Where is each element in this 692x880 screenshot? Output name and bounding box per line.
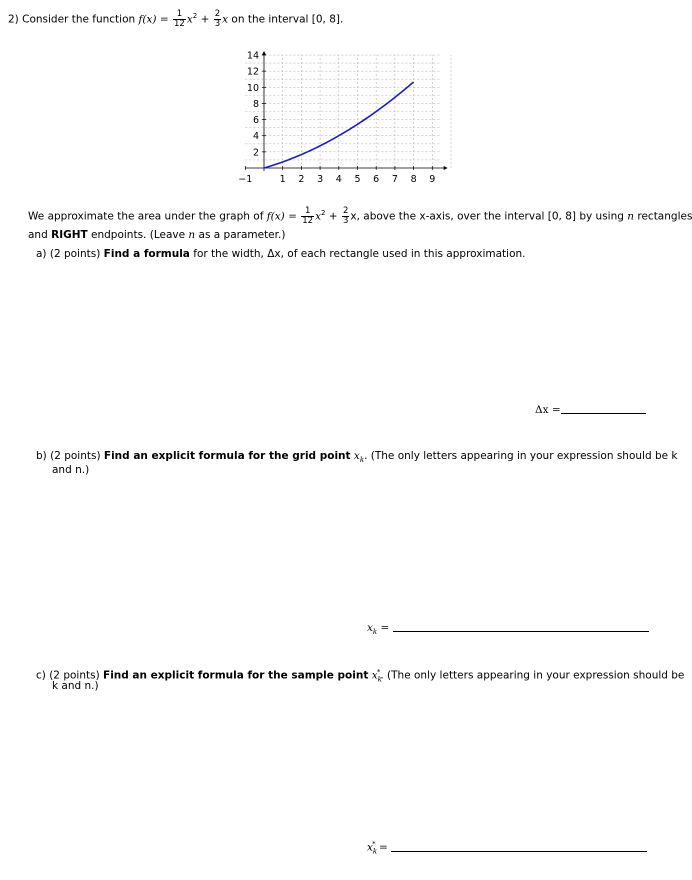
problem-statement: 2) Consider the function f(x) = $\frac{1}{12}$ $x^2$ + $\frac{2}{3}$ x on the interval [0, 8]. bbox=[8, 9, 344, 29]
x-tick-label: 4 bbox=[335, 174, 342, 185]
part-b-answer: $x_k$ = bbox=[367, 622, 649, 639]
x-tick-label: 1 bbox=[279, 174, 286, 185]
part-c-answer: $x_k^*$ = bbox=[367, 838, 647, 859]
interval-text: on the interval [0, 8]. bbox=[231, 13, 344, 26]
part-a-question: a) (2 points) Find a formula for the width, Δx, of each rectangle used in this approximation. bbox=[36, 248, 526, 260]
x-tick-label: 6 bbox=[373, 174, 380, 185]
part-b-question: b) (2 points) Find an explicit formula for the grid point $x_k$. (The only letters appearing in your expression should be k bbox=[36, 450, 678, 465]
y-tick-label: 10 bbox=[246, 82, 259, 94]
x-tick-label: 9 bbox=[429, 174, 436, 185]
y-axis-arrow bbox=[262, 51, 266, 55]
y-tick-label: 12 bbox=[246, 66, 259, 78]
x-tick-label: 5 bbox=[354, 174, 361, 185]
x-axis-arrow bbox=[444, 166, 448, 170]
fraction-one-twelfth: $\frac{1}{12}$ bbox=[174, 9, 185, 29]
part-b-answer-line[interactable] bbox=[393, 630, 649, 632]
area-intro: We approximate the area under the graph of f(x) = $\frac{1}{12}$ $x^2$ + $\frac{2}{3}$ x, above the x-axis, over the interval [0, 8] by using n rectangles bbox=[28, 206, 692, 226]
problem-intro: Consider the function bbox=[22, 13, 136, 26]
x-tick-label: 3 bbox=[317, 174, 324, 185]
y-tick-label: 6 bbox=[252, 115, 259, 127]
part-c-question-line2: k and n.) bbox=[52, 680, 99, 692]
part-a-answer-line[interactable] bbox=[561, 412, 646, 414]
problem-number: 2) bbox=[8, 13, 19, 26]
fraction-two-thirds: $\frac{2}{3}$ bbox=[214, 9, 221, 29]
y-tick-label: 8 bbox=[252, 98, 259, 110]
x-tick-label: 7 bbox=[391, 174, 398, 185]
y-tick-label: 14 bbox=[246, 50, 259, 62]
y-tick-label: 2 bbox=[252, 147, 259, 159]
x-tick-label: 8 bbox=[410, 174, 417, 185]
area-intro-line2: and RIGHT endpoints. (Leave n as a parameter.) bbox=[28, 229, 286, 241]
part-c-answer-line[interactable] bbox=[391, 850, 647, 852]
x-tick-label: 2 bbox=[298, 174, 305, 185]
part-c-question: c) (2 points) Find an explicit formula for the sample point $x_k^*$. (The only letters appearing in your expression should be bbox=[36, 668, 685, 684]
part-a-answer: Δx = bbox=[535, 404, 646, 417]
x-tick-label: −1 bbox=[238, 174, 253, 185]
y-tick-label: 4 bbox=[252, 131, 259, 143]
function-name: f(x) = bbox=[138, 13, 169, 26]
part-b-question-line2: and n.) bbox=[52, 464, 90, 476]
